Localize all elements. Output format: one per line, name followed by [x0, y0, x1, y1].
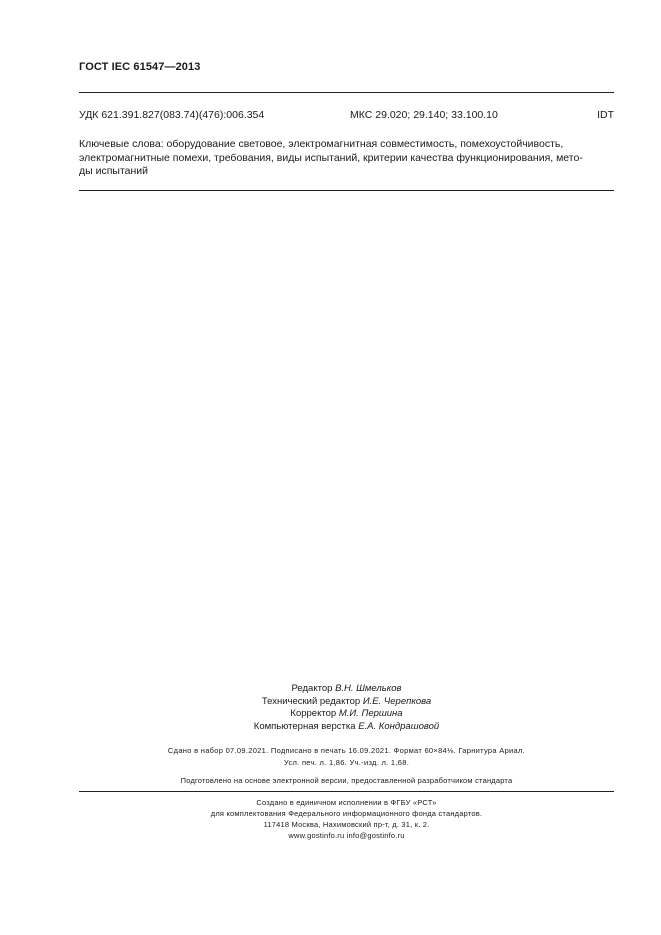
layout-credit [79, 721, 614, 734]
mks-code: МКС 29.020; 29.140; 33.100.10 [350, 109, 498, 121]
editor-role: Редактор [291, 683, 333, 694]
keywords-line-2: электромагнитные помехи, требования, виды испытаний, критерии качества функционирования, мето- [79, 151, 583, 164]
tech-editor-name: И.Е. Черепкова [362, 695, 432, 707]
tech-editor-credit [79, 696, 614, 709]
editor-credit [79, 683, 614, 696]
footer-divider [79, 791, 614, 792]
tech-editor-role: Технический редактор [261, 695, 361, 707]
footer-line-1: Создано в единичном исполнении в ФГБУ «РСТ» [256, 798, 437, 807]
corrector-name: М.И. Першина [338, 708, 403, 719]
keywords-divider [79, 190, 614, 191]
keywords-line-3: ды испытаний [79, 165, 148, 177]
publication-info [79, 745, 614, 769]
footer-line-3: 117418 Москва, Нахимовский пр-т, д. 31, к. 2. [263, 820, 430, 829]
editor-name: В.Н. Шмельков [335, 683, 402, 694]
footer-line-4: www.gostinfo.ru info@gostinfo.ru [288, 831, 405, 840]
top-divider [79, 92, 614, 93]
corrector-credit [79, 708, 614, 721]
keywords-line-1: Ключевые слова: оборудование световое, электромагнитная совместимость, помехоустойчивость, [79, 138, 564, 150]
publication-line-2: Усл. печ. л. 1,86. Уч.-изд. л. 1,68. [283, 758, 410, 767]
publication-line-1: Сдано в набор 07.09.2021. Подписано в печать 16.09.2021. Формат 60×84⅛. Гарнитура Ариал. [167, 746, 526, 755]
keywords-paragraph [79, 138, 614, 179]
credits-block [79, 683, 614, 733]
layout-name: Е.А. Кондрашовой [358, 720, 440, 732]
corrector-role: Корректор [290, 708, 337, 719]
footer-line-2: для комплектования Федерального информационного фонда стандартов. [210, 809, 483, 818]
udk-code: УДК 621.391.827(083.74)(476):006.354 [79, 109, 265, 121]
idt-label: IDT [597, 109, 614, 121]
prepared-note: Подготовлено на основе электронной версии, предоставленной разработчиком стандарта [180, 776, 513, 785]
standard-number: ГОСТ IEC 61547—2013 [79, 61, 201, 73]
layout-role: Компьютерная верстка [253, 720, 356, 732]
footer-block [79, 797, 614, 841]
